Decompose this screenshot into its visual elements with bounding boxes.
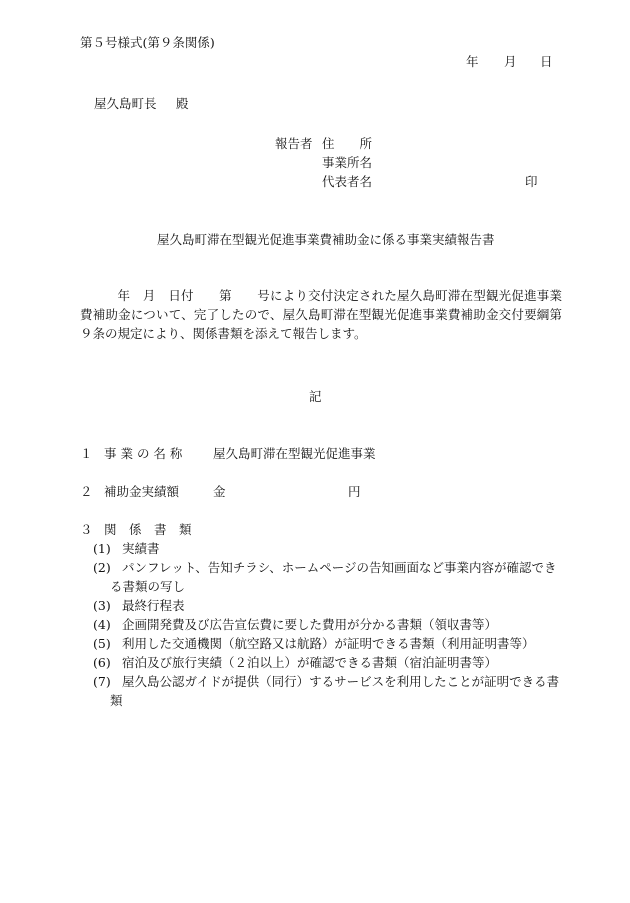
document-number: (6) <box>93 655 111 670</box>
document-title: 屋久島町滞在型観光促進事業費補助金に係る事業実績報告書 <box>157 232 495 247</box>
item-number: ２ <box>80 484 93 499</box>
document-number: (2) <box>93 560 111 575</box>
item-label: 事 業 の 名 称 <box>104 446 183 461</box>
document-text: 企画開発費及び広告宣伝費に要した費用が分かる書類（領収書等） <box>122 617 498 632</box>
ki-heading: 記 <box>309 389 322 404</box>
reporter-label: 報告者 <box>275 136 313 151</box>
addressee-honorific: 殿 <box>176 96 189 111</box>
item-label: 関 係 書 類 <box>104 522 192 537</box>
document-text: 実績書 <box>122 541 160 556</box>
item-number: １ <box>80 446 93 461</box>
date-month: 月 <box>504 54 517 69</box>
document-text: 屋久島公認ガイドが提供（同行）するサービスを利用したことが証明できる書 <box>122 674 560 689</box>
form-number: 第５号様式(第９条関係) <box>80 35 215 50</box>
document-text: 利用した交通機関（航空路又は航路）が証明できる書類（利用証明書等） <box>122 636 535 651</box>
amount-prefix: 金 <box>213 484 226 499</box>
item-value: 屋久島町滞在型観光促進事業 <box>213 446 376 461</box>
document-number: (3) <box>93 598 111 613</box>
document-number: (1) <box>93 541 111 556</box>
address-label: 住 所 <box>322 136 373 151</box>
date-day: 日 <box>540 54 553 69</box>
amount-suffix: 円 <box>348 484 361 499</box>
representative-label: 代表者名 <box>322 174 373 189</box>
document-number: (4) <box>93 617 111 632</box>
item-label: 補助金実績額 <box>104 484 180 499</box>
seal-mark: 印 <box>525 174 538 189</box>
document-text-continued: 類 <box>110 693 123 708</box>
item-number: ３ <box>80 522 93 537</box>
document-text: 宿泊及び旅行実績（２泊以上）が確認できる書類（宿泊証明書等） <box>122 655 498 670</box>
document-text: パンフレット、告知チラシ、ホームページの告知画面など事業内容が確認でき <box>122 560 557 575</box>
document-text-continued: る書類の写し <box>110 579 186 594</box>
document-number: (5) <box>93 636 111 651</box>
addressee-name: 屋久島町長 <box>94 96 157 111</box>
document-number: (7) <box>93 674 111 689</box>
date-year: 年 <box>466 54 479 69</box>
document-text: 最終行程表 <box>122 598 185 613</box>
body-paragraph: 年 月 日付 第 号により交付決定された屋久島町滞在型観光促進事業費補助金について、完了したので、屋久島町滞在型観光促進事業費補助金交付要綱第９条の規定により、関係書類を添えて報告します。 <box>80 288 562 341</box>
office-name-label: 事業所名 <box>322 155 373 170</box>
